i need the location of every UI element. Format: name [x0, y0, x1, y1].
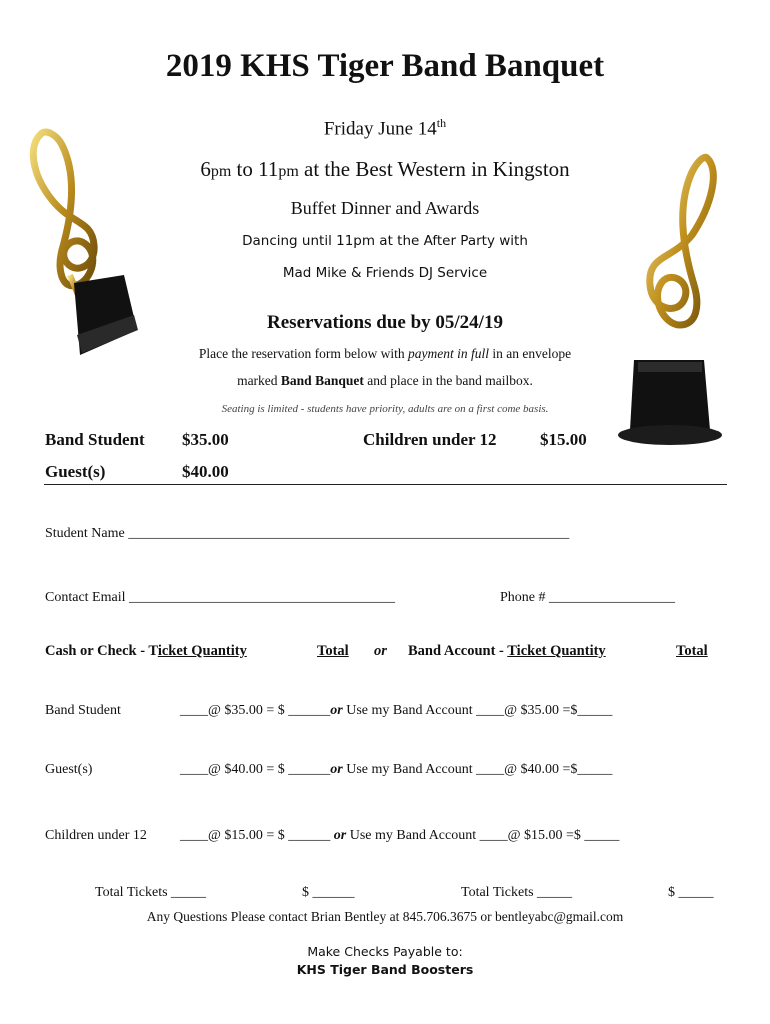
contact-email-field[interactable]: Contact Email ______________________________________ [45, 590, 395, 605]
total-dollar-cash[interactable]: $ ______ [302, 885, 355, 900]
seating-note: Seating is limited - students have priority, adults are on a first come basis. [221, 403, 549, 415]
event-date: Friday June 14th [323, 116, 447, 140]
total-tickets-cash[interactable]: Total Tickets _____ [95, 885, 207, 900]
reservation-instructions-1: Place the reservation form below with payment in full in an envelope [198, 346, 572, 361]
children-price: $15.00 [540, 430, 587, 449]
row-guest-entry[interactable]: ____@ $40.00 = $ ______or Use my Band Account ____@ $40.00 =$_____ [180, 762, 613, 777]
band-account-header: Band Account - Ticket Quantity [408, 643, 606, 659]
guest-price-label: Guest(s) [45, 462, 106, 481]
questions-contact: Any Questions Please contact Brian Bentley at 845.706.3675 or bentleyabc@gmail.com [146, 909, 624, 924]
total-dollar-account[interactable]: $ _____ [668, 885, 714, 900]
row-label-guest: Guest(s) [45, 762, 93, 777]
reservation-instructions-2: marked Band Banquet and place in the band mailbox. [237, 373, 533, 388]
total-header: Total [317, 643, 349, 659]
row-label-band-student: Band Student [45, 703, 121, 718]
band-student-price-label: Band Student [45, 430, 145, 449]
or-header: or [374, 643, 387, 659]
band-student-price: $35.00 [182, 430, 229, 449]
dj-line: Mad Mike & Friends DJ Service [282, 265, 488, 281]
guest-price: $40.00 [182, 462, 229, 481]
dancing-line: Dancing until 11pm at the After Party with [242, 233, 528, 249]
total-header-2: Total [676, 643, 708, 659]
student-name-field[interactable]: Student Name _______________________________________________________________ [45, 526, 570, 541]
row-label-children: Children under 12 [45, 828, 147, 843]
row-band-student-entry[interactable]: ____@ $35.00 = $ ______or Use my Band Account ____@ $35.00 =$_____ [180, 703, 613, 718]
phone-field[interactable]: Phone # __________________ [500, 590, 675, 605]
children-price-label: Children under 12 [363, 430, 497, 449]
event-time-location: 6pm to 11pm at the Best Western in Kingston [200, 157, 570, 181]
buffet-line: Buffet Dinner and Awards [290, 198, 480, 218]
row-children-entry[interactable]: ____@ $15.00 = $ ______ or Use my Band Account ____@ $15.00 =$ _____ [180, 828, 620, 843]
checks-payable: Make Checks Payable to: [307, 944, 463, 959]
reservations-heading: Reservations due by 05/24/19 [267, 312, 503, 333]
total-tickets-account[interactable]: Total Tickets _____ [461, 885, 573, 900]
boosters-name: KHS Tiger Band Boosters [296, 962, 474, 977]
page-title: 2019 KHS Tiger Band Banquet [165, 48, 605, 84]
cash-check-header: Cash or Check - Ticket Quantity [45, 643, 247, 659]
divider [44, 484, 727, 485]
